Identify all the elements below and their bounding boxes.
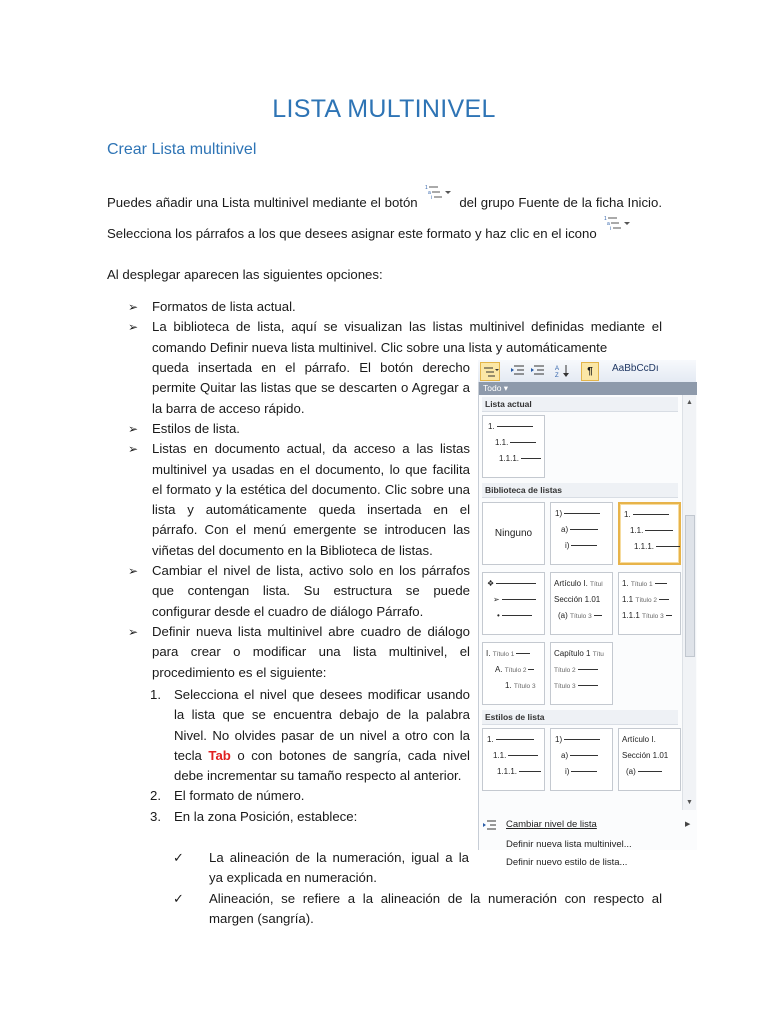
svg-text:i: i	[431, 195, 433, 201]
library-tile-numeric[interactable]: 1) a) i)	[550, 502, 613, 565]
section-current-list: Lista actual	[482, 397, 678, 412]
check-item: ✓ La alineación de la numeración, igual a la ya explicada en numeración.	[173, 850, 469, 886]
arrow-bullet-icon: ➢	[128, 320, 139, 335]
svg-text:1: 1	[425, 185, 429, 191]
arrow-bullet-icon: ➢	[128, 442, 139, 457]
define-list-style-item[interactable]: Definir nuevo estilo de lista...	[506, 857, 628, 868]
section-heading: Crear Lista multinivel	[107, 141, 257, 158]
tab-key-label: Tab	[208, 747, 231, 763]
scroll-up-icon[interactable]: ▲	[686, 399, 693, 406]
multilevel-list-icon	[424, 183, 452, 201]
library-tile-symbols[interactable]	[482, 572, 545, 635]
options-intro: Al desplegar aparecen las siguientes opciones:	[107, 267, 383, 282]
checkmark-icon: ✓	[173, 850, 185, 865]
check-list-2	[173, 889, 662, 930]
multilevel-list-icon	[481, 363, 499, 380]
svg-text:Z: Z	[555, 373, 559, 379]
section-list-library: Biblioteca de listas	[482, 483, 678, 498]
list-item: ➢ Definir nueva lista multinivel abre cuadro de diálogo para crear o modificar una lista multinivel, el procedimiento es el siguiente:	[128, 623, 470, 680]
change-list-level-item[interactable]: Cambiar nivel de lista ▶	[479, 815, 697, 834]
style-preview: AaBbCcDı	[612, 363, 659, 374]
svg-text:A: A	[555, 366, 560, 372]
style-tile-decimal[interactable]: 1. 1.1. 1.1.1.	[482, 728, 545, 791]
bullet-continuation: queda insertada en el párrafo. El botón derecho permite Quitar las listas que se descarten o Agregar a la barra de acceso rápido.	[152, 360, 470, 416]
sort-az-icon	[554, 362, 572, 379]
library-tile-chapters[interactable]: Capítulo 1 Títu Título 2 Título 3	[550, 642, 613, 705]
intro-text-2: del grupo Fuente de la ficha Inicio. Selecciona los párrafos a los que desees asignar este formato y haz clic en el icono	[107, 195, 662, 241]
scroll-thumb[interactable]	[685, 515, 695, 657]
list-item: ➢ Cambiar el nivel de lista, activo solo en los párrafos que contengan lista. Su estructura se puede configurar desde el cuadro de diálogo Párrafo.	[128, 563, 470, 619]
intro-text-1: Puedes añadir una Lista multinivel mediante el botón	[107, 195, 418, 210]
svg-text:a: a	[607, 220, 611, 227]
gallery-scrollbar[interactable]	[682, 395, 696, 810]
increase-indent-icon	[528, 362, 546, 379]
library-tile-none[interactable]: Ninguno	[482, 502, 545, 565]
style-tile-articles[interactable]: Artículo I. Sección 1.01 (a)	[618, 728, 681, 791]
filter-dropdown[interactable]: Todo ▾	[479, 382, 697, 395]
step-item: 1. Selecciona el nivel que desees modificar usando la lista que se encuentra debajo de la palabra Nivel. No olvides pasar de un nivel a otro con la tecla Tab o con botones de sangría, cada nivel debe incrementar su tamaño respecto al anterior.	[150, 687, 470, 784]
scroll-down-icon[interactable]: ▼	[686, 799, 693, 806]
check-list-1	[173, 848, 469, 889]
arrow-bullet-icon: ➢	[128, 564, 139, 579]
list-item: ➢ La biblioteca de lista, aquí se visualizan las listas multinivel definidas mediante el comando Definir nueva lista multinivel. Clic sobre una lista y automáticamente	[128, 319, 662, 355]
step-item: 2. El formato de número.	[150, 788, 305, 804]
show-formatting-button[interactable]: ¶	[581, 362, 599, 381]
check-item: ✓ Alineación, se refiere a la alineación de la numeración con respecto al margen (sangría).	[173, 891, 662, 927]
list-gallery	[478, 382, 697, 868]
options-list	[128, 297, 662, 358]
current-list-tile[interactable]: 1. 1.1. 1.1.1.	[482, 415, 545, 478]
decrease-indent-button[interactable]	[508, 362, 526, 379]
ribbon-strip	[478, 360, 696, 382]
style-tile-numeric[interactable]: 1) a) i)	[550, 728, 613, 791]
library-tile-outline[interactable]: I. Título 1 A. Título 2 1. Título 3	[482, 642, 545, 705]
arrow-bullet-icon: ➢	[128, 300, 139, 314]
svg-text:1: 1	[604, 215, 608, 222]
library-tile-headings[interactable]: 1. Título 1 1.1 Título 2 1.1.1 Título 3	[618, 572, 681, 635]
multilevel-list-menu-screenshot	[478, 360, 696, 868]
page-title: LISTA MULTINIVEL	[272, 95, 496, 123]
section-list-styles: Estilos de lista	[482, 710, 678, 725]
define-multilevel-list-item[interactable]: Definir nueva lista multinivel...	[506, 839, 632, 850]
list-item: ➢ Listas en documento actual, da acceso a las listas multinivel ya usadas en el documento, lo que facilita el formato y la estética del documento. Clic sobre una lista y automáticamente queda insertada en el párrafo. Con el menú emergente se introducen las viñetas del documento en la Biblioteca de listas.	[128, 441, 470, 558]
list-item: ➢ Formatos de lista actual.	[128, 297, 662, 317]
multilevel-list-button[interactable]	[480, 362, 500, 381]
svg-text:i: i	[610, 225, 612, 232]
checkmark-icon: ✓	[173, 891, 185, 906]
steps-list	[150, 685, 470, 827]
arrow-bullet-icon: ➢	[128, 422, 139, 436]
submenu-arrow-icon: ▶	[685, 821, 691, 828]
intro-paragraph	[107, 183, 662, 244]
library-tile-decimal-selected[interactable]: 1. 1.1. 1.1.1.	[618, 502, 681, 565]
list-item: ➢ Estilos de lista.	[128, 419, 470, 439]
decrease-indent-icon	[508, 362, 526, 379]
step-item: 3. En la zona Posición, establece:	[150, 808, 358, 824]
svg-text:a: a	[428, 190, 432, 196]
arrow-bullet-icon: ➢	[493, 595, 500, 604]
library-tile-articles[interactable]: Artículo I. Títul Sección 1.01 (a) Título 3	[550, 572, 613, 635]
sort-button[interactable]	[554, 362, 572, 379]
diamond-bullet-icon: ❖	[487, 579, 495, 588]
increase-indent-button[interactable]	[528, 362, 546, 379]
multilevel-list-icon-2	[603, 214, 631, 232]
arrow-bullet-icon: ➢	[128, 624, 139, 639]
dot-bullet-icon: •	[497, 611, 500, 620]
